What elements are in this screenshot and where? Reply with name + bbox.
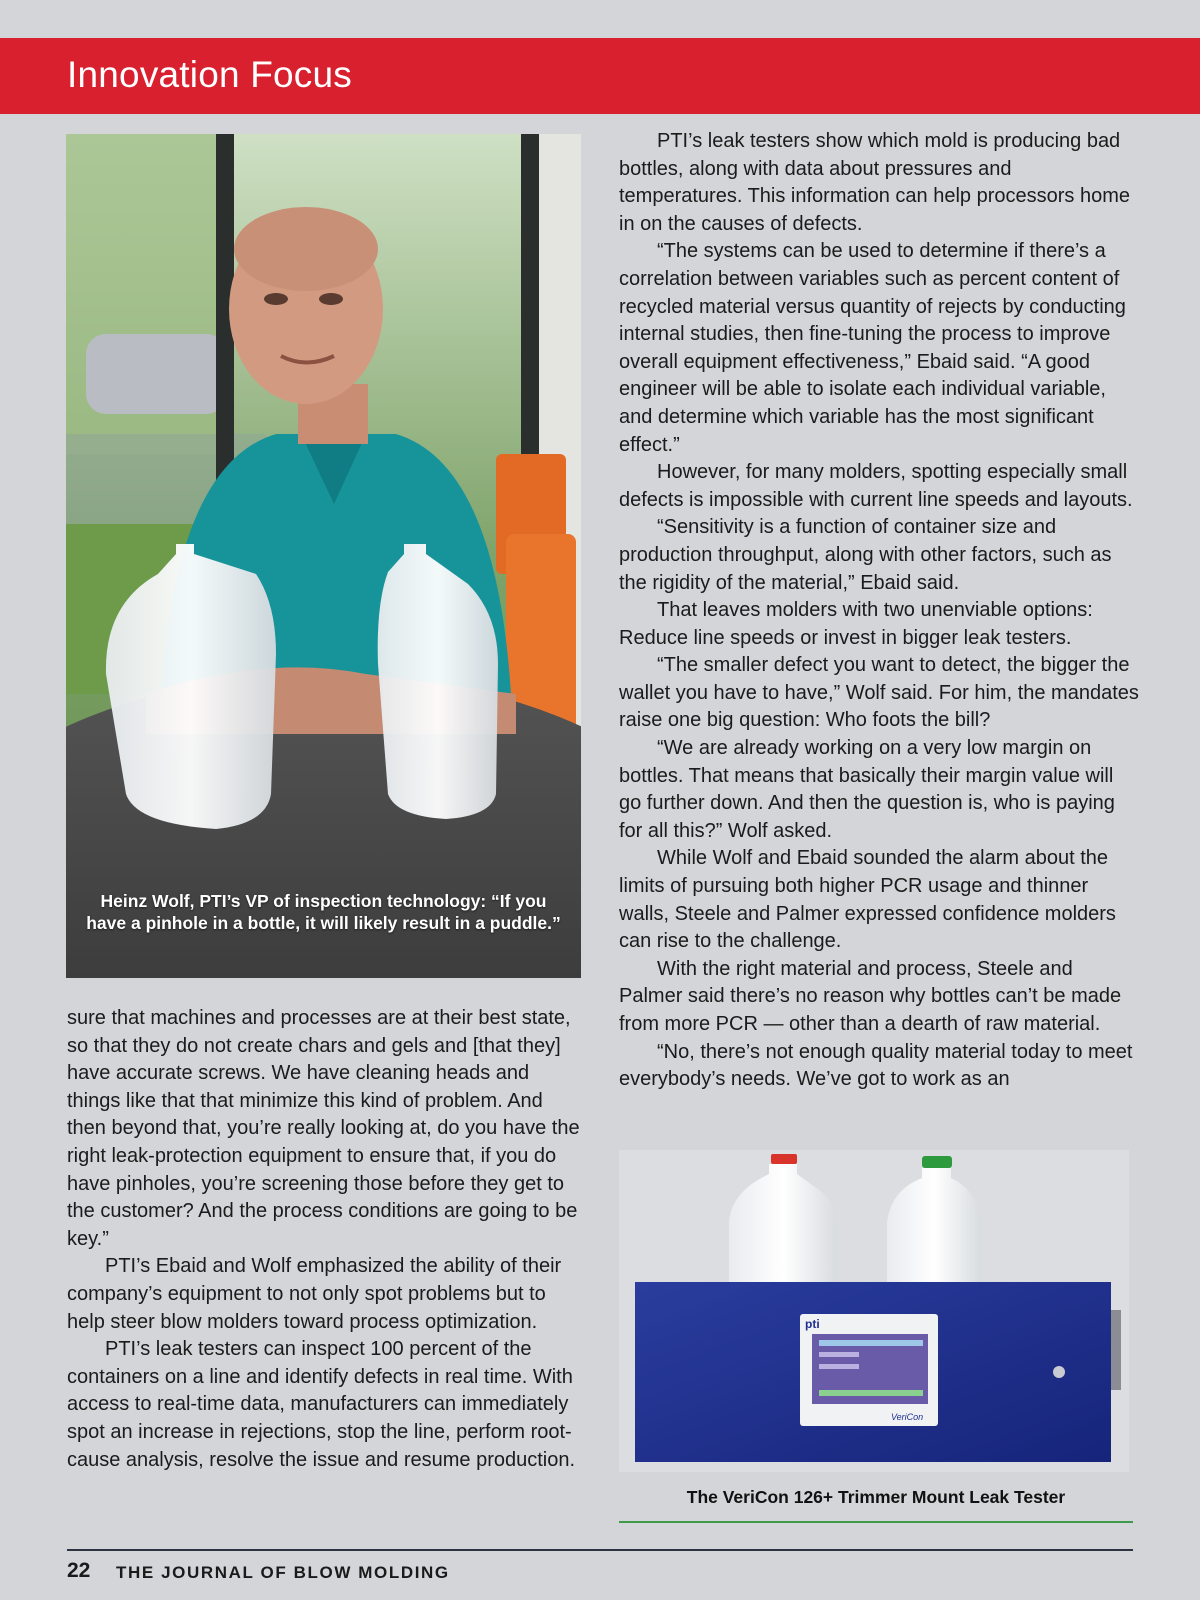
publication-name: THE JOURNAL OF BLOW MOLDING	[116, 1563, 450, 1582]
body-paragraph: PTI’s leak testers can inspect 100 percent of the containers on a line and identify defects in real time. With access to real-time data, manufacturers can immediately spot an increase in rejections, stop the line, perform root-cause analysis, resolve the issue and resume production.	[67, 1338, 576, 1471]
left-text-column	[67, 1005, 587, 1474]
body-paragraph: With the right material and process, Steele and Palmer said there’s no reason why bottles can’t be made from more PCR — other than a dearth of raw material.	[619, 957, 1122, 1035]
body-paragraph: “The smaller defect you want to detect, the bigger the wallet you have to have,” Wolf said. For him, the mandates raise one big question: Who foots the bill?	[619, 654, 1139, 732]
footer-divider	[67, 1549, 1133, 1551]
photo-caption: Heinz Wolf, PTI’s VP of inspection technology: “If you have a pinhole in a bottle, it will likely result in a puddle.”	[86, 891, 561, 933]
product-caption: The VeriCon 126+ Trimmer Mount Leak Tester	[686, 1487, 1066, 1507]
body-paragraph: PTI’s Ebaid and Wolf emphasized the ability of their company’s equipment to not only spot problems but to help steer blow molders toward process optimization.	[67, 1255, 562, 1333]
portrait-photo	[66, 134, 581, 978]
body-paragraph: “The systems can be used to determine if there’s a correlation between variables such as percent content of recycled material versus quantity of rejects by conducting internal studies, then fine-tuning the process to improve overall equipment effectiveness,” Ebaid said. “A good engineer will be able to isolate each individual variable, and determine which variable has the most significant effect.”	[619, 240, 1126, 456]
body-paragraph: “We are already working on a very low margin on bottles. That means that basically their margin value will go further down. And then the question is, who is paying for all this?” Wolf asked.	[619, 737, 1115, 842]
body-paragraph: That leaves molders with two unenviable options: Reduce line speeds or invest in bigger leak testers.	[619, 599, 1093, 649]
body-paragraph: “Sensitivity is a function of container size and production throughput, along with other factors, such as the rigidity of the material,” Ebaid said.	[619, 516, 1112, 594]
page-number: 22	[67, 1559, 91, 1582]
vericon-label: VeriCon	[891, 1412, 924, 1422]
section-title: Innovation Focus	[67, 54, 352, 95]
body-paragraph: “No, there’s not enough quality material today to meet everybody’s needs. We’ve got to work as an	[619, 1040, 1133, 1091]
section-banner	[0, 38, 1200, 114]
caption-divider	[619, 1521, 1133, 1523]
body-paragraph: PTI’s leak testers show which mold is producing bad bottles, along with data about pressures and temperatures. This information can help processors home in on the causes of defects.	[619, 130, 1130, 235]
pti-logo: pti	[805, 1317, 820, 1331]
right-text-column	[619, 128, 1139, 1094]
portrait-illustration	[66, 134, 581, 978]
body-paragraph: sure that machines and processes are at their best state, so that they do not create chars and gels and [that they] have accurate screws. We have cleaning heads and things like that that minimize this kind of problem. And then beyond that, you’re really looking at, do you have the right leak-protection equipment to ensure that, if you do have pinholes, you’re screening those before they get to the customer? And the process conditions are going to be key.”	[67, 1007, 580, 1250]
body-paragraph: While Wolf and Ebaid sounded the alarm about the limits of pursuing both higher PCR usage and thinner walls, Steele and Palmer expressed confidence molders can rise to the challenge.	[619, 847, 1116, 953]
leak-tester-illustration	[619, 1150, 1129, 1472]
product-photo	[619, 1150, 1129, 1472]
body-paragraph: However, for many molders, spotting especially small defects is impossible with current line speeds and layouts.	[619, 461, 1133, 511]
